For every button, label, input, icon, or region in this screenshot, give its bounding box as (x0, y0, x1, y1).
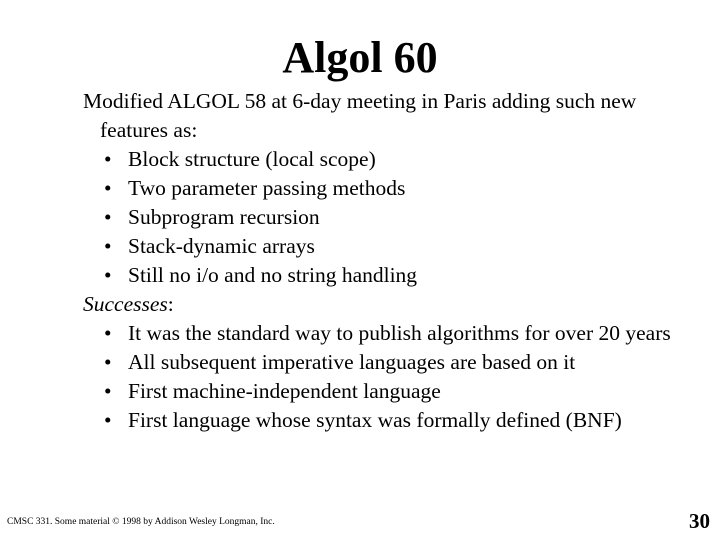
bullet-icon: • (104, 176, 112, 200)
intro-paragraph: Modified ALGOL 58 at 6-day meeting in Paris adding such new features as: (83, 89, 637, 142)
success-text: First language whose syntax was formally defined (BNF) (128, 408, 622, 432)
list-item (83, 348, 683, 377)
features-list (83, 145, 683, 290)
successes-heading-colon: : (167, 292, 174, 316)
list-item (83, 377, 683, 406)
bullet-icon: • (104, 234, 112, 258)
bullet-icon: • (104, 408, 112, 432)
feature-text: Subprogram recursion (128, 205, 320, 229)
list-item (83, 174, 683, 203)
successes-heading (83, 290, 683, 319)
success-text: It was the standard way to publish algorithms for over 20 years (128, 321, 671, 345)
list-item (83, 232, 683, 261)
success-text: All subsequent imperative languages are based on it (128, 350, 576, 374)
list-item (83, 203, 683, 232)
feature-text: Stack-dynamic arrays (128, 234, 315, 258)
feature-text: Two parameter passing methods (128, 176, 406, 200)
list-item (83, 406, 683, 435)
bullet-icon: • (104, 263, 112, 287)
bullet-icon: • (104, 379, 112, 403)
footer-copyright: CMSC 331. Some material © 1998 by Addison Wesley Longman, Inc. (7, 517, 275, 527)
success-text: First machine-independent language (128, 379, 441, 403)
bullet-icon: • (104, 205, 112, 229)
slide-body (83, 87, 683, 435)
bullet-icon: • (104, 147, 112, 171)
list-item (83, 261, 683, 290)
list-item (83, 145, 683, 174)
list-item (83, 319, 683, 348)
bullet-icon: • (104, 350, 112, 374)
feature-text: Still no i/o and no string handling (128, 263, 418, 287)
bullet-icon: • (104, 321, 112, 345)
slide-title: Algol 60 (282, 33, 438, 82)
feature-text: Block structure (local scope) (128, 147, 376, 171)
successes-heading-text: Successes (83, 292, 168, 316)
page-number: 30 (689, 509, 710, 533)
successes-list (83, 319, 683, 435)
